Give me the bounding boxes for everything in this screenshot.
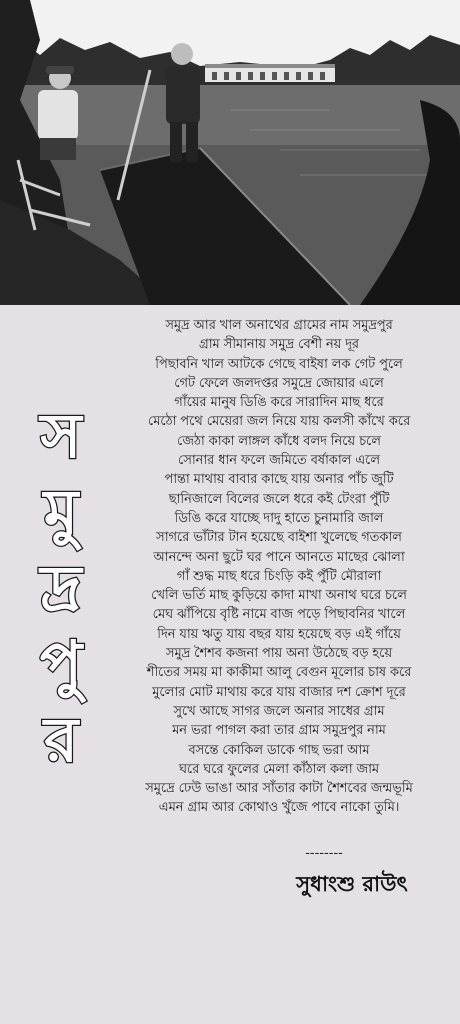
poem-line: সুখে আছে সাগর জলে অনার সাধের গ্রাম: [173, 703, 385, 719]
poem-line: গাঁ শুদ্ধ মাছ ধরে চিংড়ি কই পুঁটি মৌরালা: [176, 568, 382, 584]
poem-line: ঘরে ঘরে ফুলের মেলা কাঁঠাল কলা জাম: [178, 761, 380, 777]
vertical-title: [26, 398, 96, 778]
poem-line: গ্রাম সীমানায় সমুদ্র বেশী নয় দূর: [199, 337, 359, 353]
boat-river-photo: [0, 0, 460, 305]
title-letter: পু: [39, 627, 83, 700]
poem-line: মেঠো পথে মেয়েরা জল নিয়ে যায় কলসী কাঁখে করে: [147, 414, 411, 430]
poem-line: খেলি ভর্তি মাছ কুড়িয়ে কাদা মাখা অনাথ ঘরে চলে: [151, 588, 407, 604]
author-name: সুধাংশু রাউৎ: [296, 872, 408, 896]
header-photo: [0, 0, 460, 305]
poem-line: শীতের সময় মা কাকীমা আলু বেগুন মূলোর চাষ করে: [146, 665, 412, 681]
title-letter: দ্র: [40, 551, 82, 624]
poem-line: সোনার ধান ফলে জমিতে বর্ষাকাল এলে: [177, 453, 380, 469]
poem-line: মুলোর মোট মাথায় করে যায় বাজার দশ ক্রোশ দূরে: [152, 684, 406, 700]
poem-line: জেঠা কাকা লাঙ্গল কাঁধে বলদ নিয়ে চলে: [177, 433, 381, 449]
poem-line: সমুদ্রে ঢেউ ভাঙা আর সাঁতার কাটা শৈশবের জন্মভূমি: [145, 781, 413, 797]
poem-line: বসন্তে কোকিল ডাকে গাছ ভরা আম: [188, 742, 370, 758]
poem-line: মেঘ ঝাঁপিয়ে বৃষ্টি নামে বাজ পড়ে পিছাবনির খালে: [152, 607, 406, 623]
poem-body: [108, 316, 450, 818]
poem-line: ছানিজালে বিলের জলে ধরে কই টেংরা পুঁটি: [168, 491, 390, 507]
poem-line: সাগরে ভাঁটার টান হয়েছে বাইশা খুলেছে গতকাল: [156, 530, 402, 546]
poem-line: গাঁয়ের মানুষ ডিঙি করে সারাদিন মাছ ধরে: [174, 395, 384, 411]
poem-line: আনন্দে অনা ছুটে ঘর পানে আনতে মাছের ঝোলা: [153, 549, 405, 565]
poem-line: এমন গ্রাম আর কোথাও খুঁজে পাবে নাকো তুমি।: [158, 800, 400, 816]
title-letter: মু: [43, 475, 79, 548]
title-letter: র: [43, 703, 79, 776]
divider-line: --------: [305, 846, 343, 861]
poem-line: সমুদ্র শৈশব কজনা পায় অনা উঠেছে বড় হয়ে: [165, 646, 393, 662]
poem-line: মন ভরা পাগল করা তার গ্রাম সমুদ্রপুর নাম: [172, 723, 386, 739]
poem-line: পিছাবনি খাল আটকে গেছে বাইষা লক গেট পুলে: [155, 356, 403, 372]
poem-line: সমুদ্র আর খাল অনাথের গ্রামের নাম সমুদ্রপুর: [165, 318, 393, 333]
poem-line: গেট ফেলে জলদপ্তর সমুদ্রে জোয়ার এলে: [174, 375, 384, 391]
poem-line: ডিঙি করে যাচ্ছে দাদু হাতে চুনামারি জাল: [174, 510, 384, 526]
poem-line: পান্তা মাথায় বাবার কাছে যায় অনার পাঁচ জুটি: [164, 472, 394, 488]
title-letter: স: [40, 399, 82, 472]
poem-line: দিন যায় ঋতু যায় বছর যায় হয়েছে বড় এই গাঁয়ে: [157, 626, 401, 642]
